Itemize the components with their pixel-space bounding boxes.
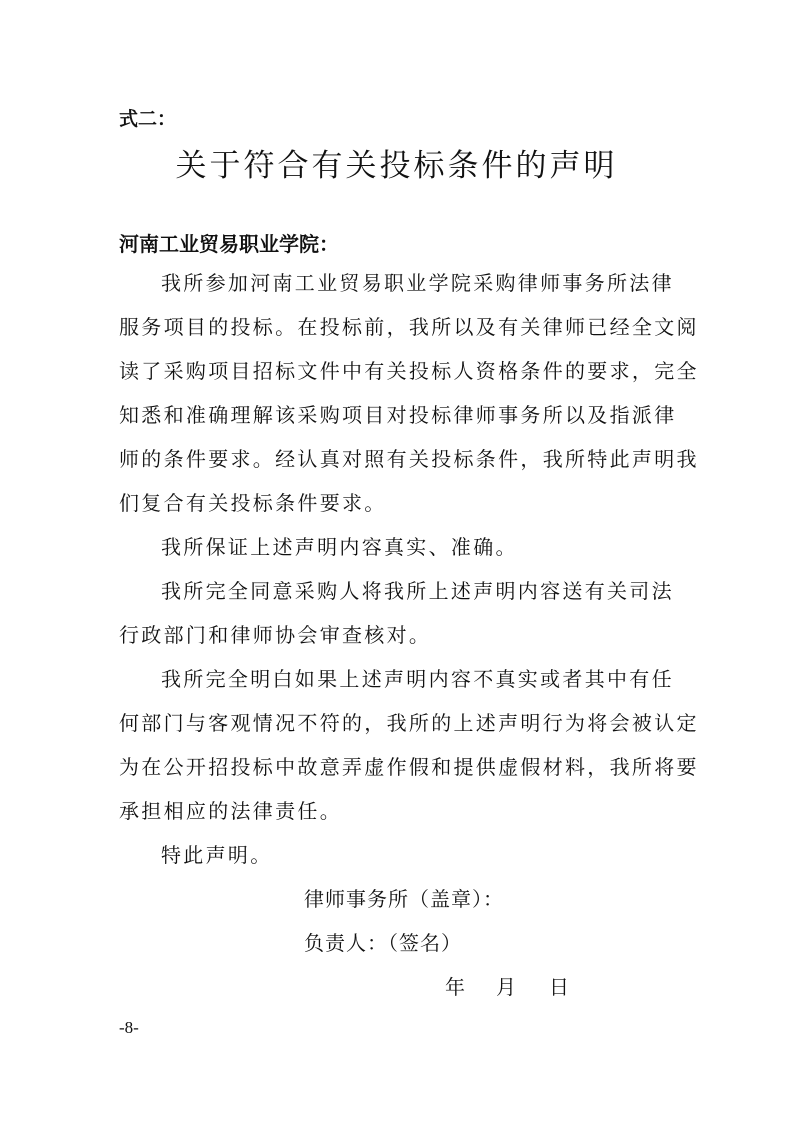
responsible-person-signature-line: 负责人：（签名） [304,931,462,955]
paragraph-3-line-1: 我所完全同意采购人将我所上述声明内容送有关司法 [161,579,674,603]
date-day-label: 日 [549,975,570,999]
document-title: 关于符合有关投标条件的声明 [175,148,618,184]
paragraph-5-line-1: 特此声明。 [161,843,273,867]
paragraph-1-line-5: 师的条件要求。经认真对照有关投标条件，我所特此声明我 [119,447,699,471]
date-year-label: 年 [445,975,466,999]
addressee: 河南工业贸易职业学院： [119,232,339,256]
paragraph-1-line-1: 我所参加河南工业贸易职业学院采购律师事务所法律 [161,271,674,295]
paragraph-1-line-2: 服务项目的投标。在投标前，我所以及有关律师已经全文阅 [119,315,699,339]
paragraph-4-line-2: 何部门与客观情况不符的，我所的上述声明行为将会被认定 [119,711,699,735]
paragraph-1-line-3: 读了采购项目招标文件中有关投标人资格条件的要求，完全 [119,359,699,383]
paragraph-4-line-4: 承担相应的法律责任。 [119,799,342,823]
paragraph-4-line-1: 我所完全明白如果上述声明内容不真实或者其中有任 [161,667,674,691]
paragraph-1-line-4: 知悉和准确理解该采购项目对投标律师事务所以及指派律 [119,403,677,427]
paragraph-1-line-6: 们复合有关投标条件要求。 [119,491,387,515]
paragraph-2-line-1: 我所保证上述声明内容真实、准确。 [161,535,518,559]
paragraph-3-line-2: 行政部门和律师协会审查核对。 [119,623,432,647]
firm-seal-line: 律师事务所（盖章）： [304,887,504,911]
page-number: -8- [119,1018,139,1037]
paragraph-4-line-3: 为在公开招投标中故意弄虚作假和提供虚假材料，我所将要 [119,755,699,779]
date-month-label: 月 [496,975,517,999]
form-label: 式二： [119,108,177,130]
